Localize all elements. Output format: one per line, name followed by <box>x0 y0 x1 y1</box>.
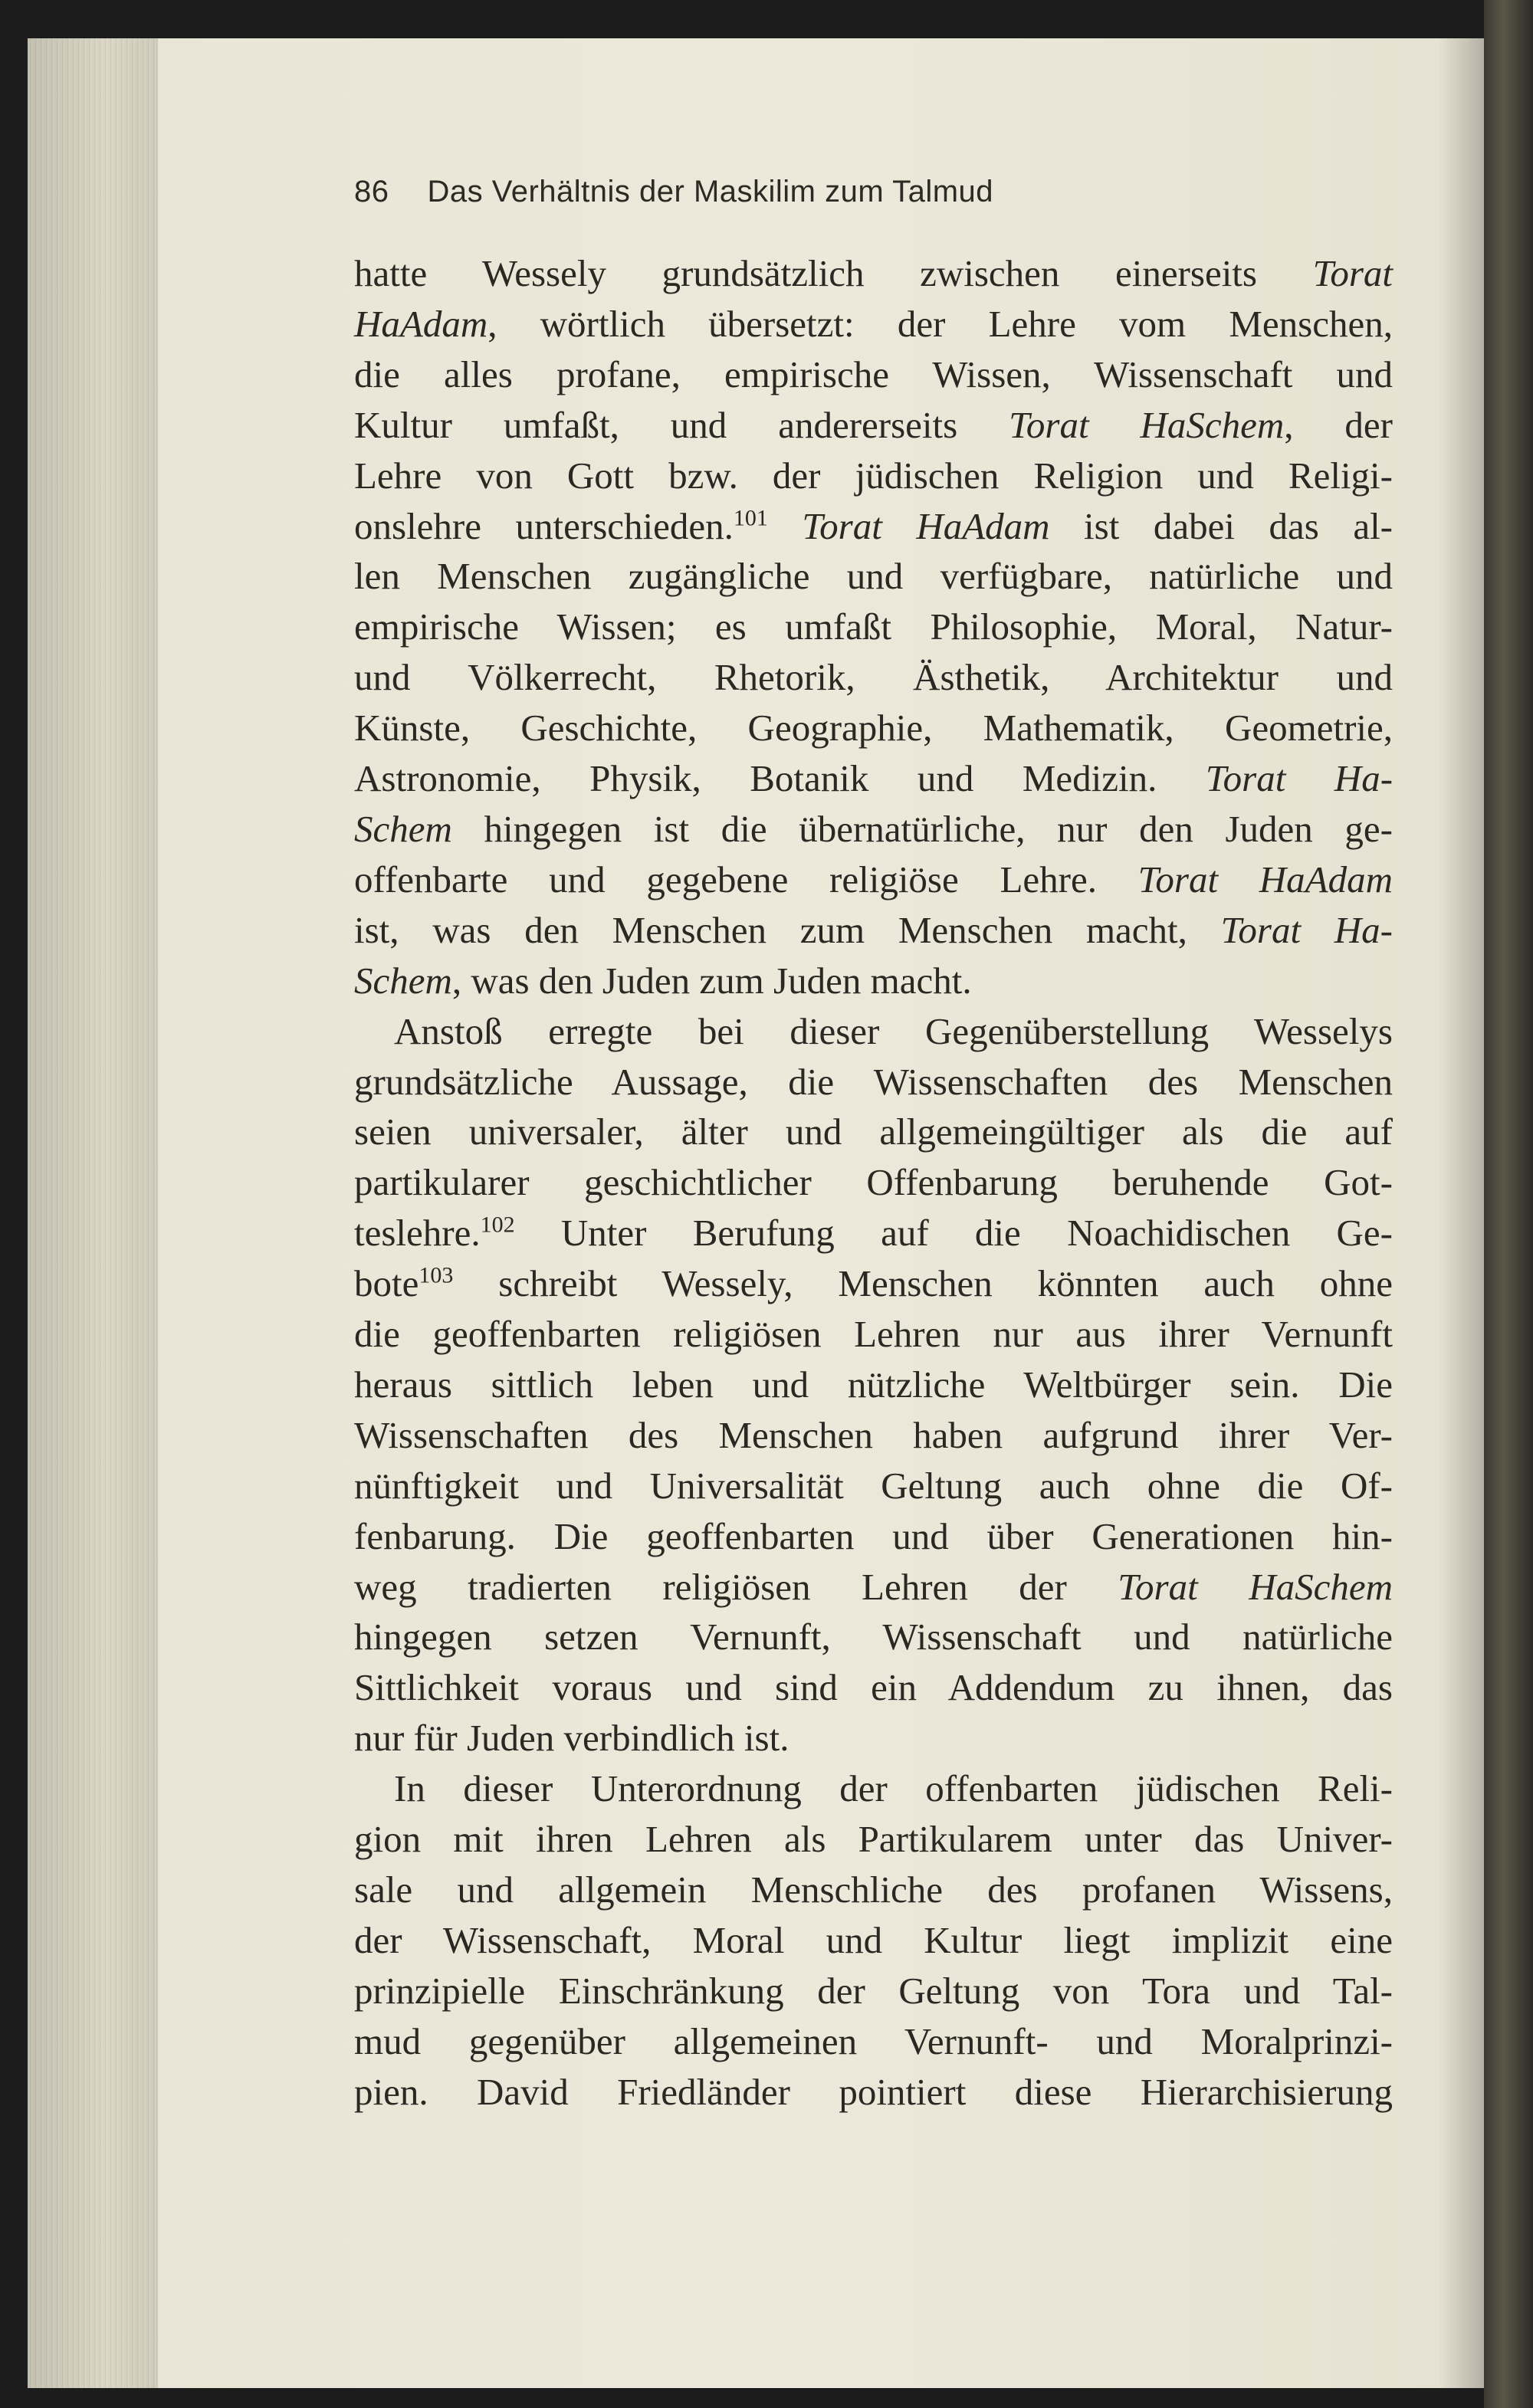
text-line: Anstoß erregte bei dieser Gegenüberstellung Wesselys <box>394 1009 1393 1052</box>
text-line: hatte Wessely grundsätzlich zwischen einerseits Torat <box>354 252 1393 294</box>
text-line: weg tradierten religiösen Lehren der Torat HaSchem <box>354 1565 1393 1608</box>
text-line: teslehre.$^{102}$ Unter Berufung auf die Noachidischen Ge- <box>354 1212 1393 1255</box>
text-line: hingegen setzen Vernunft, Wissenschaft und natürliche <box>354 1616 1393 1658</box>
footnote-ref: 102 <box>480 1212 515 1238</box>
text-line: onslehre unterschieden.$^{101}$ Torat HaAdam ist dabei das al- <box>354 504 1393 547</box>
text-line: empirische Wissen; es umfaßt Philosophie, Moral, Natur- <box>354 605 1393 648</box>
text-line: sale und allgemein Menschliche des profanen Wissens, <box>354 1868 1393 1911</box>
text-line: Kultur umfaßt, und andererseits Torat HaSchem, der <box>354 403 1393 446</box>
text-line: Sittlichkeit voraus und sind ein Addendum zu ihnen, das <box>354 1666 1393 1709</box>
text-line: In dieser Unterordnung der offenbarten jüdischen Reli- <box>394 1767 1393 1810</box>
text-line: offenbarte und gegebene religiöse Lehre. Torat HaAdam <box>354 858 1393 901</box>
text-line: Wissenschaften des Menschen haben aufgrund ihrer Ver- <box>354 1413 1393 1456</box>
running-head <box>354 175 1393 209</box>
text-line: fenbarung. Die geoffenbarten und über Generationen hin- <box>354 1514 1393 1557</box>
italic-term: Torat <box>1312 252 1393 294</box>
text-line: ist, was den Menschen zum Menschen macht, Torat Ha- <box>354 908 1393 951</box>
page-edges <box>28 38 158 2388</box>
running-title: Das Verhältnis der Maskilim zum Talmud <box>427 175 994 208</box>
text-line: Lehre von Gott bzw. der jüdischen Religion und Religi- <box>354 454 1393 497</box>
text-line: die alles profane, empirische Wissen, Wissenschaft und <box>354 353 1393 395</box>
italic-term: HaAdam <box>354 302 488 345</box>
italic-term: Schem <box>354 807 452 850</box>
spine-shadow <box>1438 38 1484 2388</box>
text-line: gion mit ihren Lehren als Partikularem unter das Univer- <box>354 1818 1393 1861</box>
text-line: nur für Juden verbindlich ist. <box>354 1717 789 1760</box>
italic-term: Torat Ha- <box>1205 757 1393 800</box>
text-line: Schem hingegen ist die übernatürliche, nur den Juden ge- <box>354 807 1393 850</box>
text-line: die geoffenbarten religiösen Lehren nur aus ihrer Vernunft <box>354 1313 1393 1356</box>
footnote-ref: 101 <box>733 505 768 531</box>
italic-term: Torat HaSchem <box>1118 1565 1393 1608</box>
text-line: prinzipielle Einschränkung der Geltung von Tora und Tal- <box>354 1969 1393 2012</box>
text-line: der Wissenschaft, Moral und Kultur liegt implizit eine <box>354 1918 1393 1961</box>
text-line: Künste, Geschichte, Geographie, Mathematik, Geometrie, <box>354 707 1393 750</box>
italic-term: Torat Ha- <box>1220 908 1393 951</box>
text-line: Schem, was den Juden zum Juden macht. <box>354 959 972 1002</box>
text-line: HaAdam, wörtlich übersetzt: der Lehre vom Menschen, <box>354 302 1393 345</box>
adjacent-page-strip <box>1484 0 1533 2408</box>
text-line: pien. David Friedländer pointiert diese Hierarchisierung <box>354 2070 1393 2113</box>
text-line: nünftigkeit und Universalität Geltung auch ohne die Of- <box>354 1464 1393 1507</box>
text-line: bote$^{103}$ schreibt Wessely, Menschen könnten auch ohne <box>354 1262 1393 1305</box>
text-line: partikularer geschichtlicher Offenbarung beruhende Got- <box>354 1161 1393 1204</box>
text-line: Astronomie, Physik, Botanik und Medizin. Torat Ha- <box>354 757 1393 800</box>
italic-term: Torat HaAdam <box>1137 858 1393 901</box>
page-number: 86 <box>354 175 389 208</box>
text-line: len Menschen zugängliche und verfügbare, natürliche und <box>354 555 1393 598</box>
italic-term: Schem <box>354 959 452 1002</box>
text-line: mud gegenüber allgemeinen Vernunft- und Moralprinzi- <box>354 2019 1393 2062</box>
italic-term: Torat HaAdam <box>802 504 1050 547</box>
footnote-ref: 103 <box>419 1262 454 1288</box>
text-line: grundsätzliche Aussage, die Wissenschaften des Menschen <box>354 1060 1393 1103</box>
text-line: heraus sittlich leben und nützliche Weltbürger sein. Die <box>354 1363 1393 1406</box>
text-line: seien universaler, älter und allgemeingültiger als die auf <box>354 1111 1393 1153</box>
body-text <box>354 248 1393 2118</box>
text-line: und Völkerrecht, Rhetorik, Ästhetik, Architektur und <box>354 656 1393 699</box>
italic-term: Torat HaSchem <box>1009 403 1285 446</box>
